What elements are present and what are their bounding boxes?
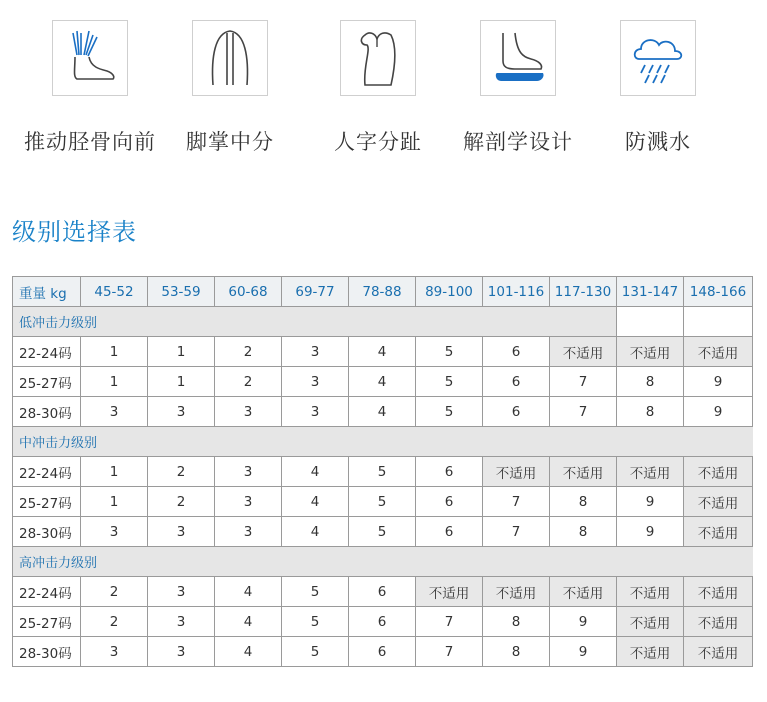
table-row xyxy=(13,457,753,487)
level-cell: 7 xyxy=(550,367,617,397)
level-cell: 4 xyxy=(349,397,416,427)
split-sole-icon xyxy=(192,20,268,96)
shoe-size-cell: 22-24码 xyxy=(13,457,81,487)
level-cell: 6 xyxy=(349,607,416,637)
group-title: 中冲击力级别 xyxy=(13,427,753,457)
level-cell: 2 xyxy=(215,337,282,367)
header-weight-range: 53-59 xyxy=(148,277,215,307)
level-cell: 6 xyxy=(349,577,416,607)
level-cell: 4 xyxy=(282,517,349,547)
header-weight-range: 60-68 xyxy=(215,277,282,307)
level-cell: 5 xyxy=(349,517,416,547)
level-cell: 5 xyxy=(282,637,349,667)
not-applicable-cell: 不适用 xyxy=(684,577,753,607)
level-cell: 2 xyxy=(148,487,215,517)
group-title: 高冲击力级别 xyxy=(13,547,753,577)
level-cell: 2 xyxy=(81,577,148,607)
level-cell: 9 xyxy=(550,637,617,667)
not-applicable-cell: 不适用 xyxy=(617,637,684,667)
table-row xyxy=(13,487,753,517)
level-cell: 4 xyxy=(349,367,416,397)
level-cell: 8 xyxy=(617,367,684,397)
shoe-size-cell: 28-30码 xyxy=(13,637,81,667)
feature-split-sole xyxy=(155,20,305,156)
level-cell: 2 xyxy=(148,457,215,487)
not-applicable-cell: 不适用 xyxy=(617,337,684,367)
level-cell: 3 xyxy=(148,607,215,637)
level-cell: 1 xyxy=(81,337,148,367)
level-cell: 5 xyxy=(416,337,483,367)
not-applicable-cell: 不适用 xyxy=(684,457,753,487)
not-applicable-cell: 不适用 xyxy=(416,577,483,607)
level-cell: 4 xyxy=(215,637,282,667)
feature-label: 推动胫骨向前 xyxy=(24,130,156,154)
level-cell: 6 xyxy=(483,367,550,397)
header-weight-range: 45-52 xyxy=(81,277,148,307)
shoe-size-cell: 25-27码 xyxy=(13,607,81,637)
level-cell: 8 xyxy=(617,397,684,427)
feature-splashproof xyxy=(583,20,733,156)
level-cell: 5 xyxy=(349,487,416,517)
level-cell: 3 xyxy=(282,337,349,367)
not-applicable-cell: 不适用 xyxy=(684,517,753,547)
foot-lines-icon xyxy=(52,20,128,96)
group-blank-cell xyxy=(684,307,753,337)
table-row xyxy=(13,577,753,607)
header-weight-label: 重量 kg xyxy=(13,277,81,307)
level-cell: 6 xyxy=(416,517,483,547)
level-cell: 3 xyxy=(215,457,282,487)
level-cell: 9 xyxy=(617,487,684,517)
shoe-size-cell: 25-27码 xyxy=(13,367,81,397)
group-header-row xyxy=(13,547,753,577)
level-selection-table xyxy=(12,276,753,667)
header-weight-range: 78-88 xyxy=(349,277,416,307)
table-row xyxy=(13,517,753,547)
level-cell: 4 xyxy=(349,337,416,367)
header-weight-range: 101-116 xyxy=(483,277,550,307)
level-cell: 4 xyxy=(282,457,349,487)
shoe-size-cell: 22-24码 xyxy=(13,337,81,367)
level-cell: 8 xyxy=(550,517,617,547)
table-row xyxy=(13,607,753,637)
level-cell: 9 xyxy=(617,517,684,547)
not-applicable-cell: 不适用 xyxy=(550,337,617,367)
feature-label: 解剖学设计 xyxy=(463,130,573,154)
level-cell: 3 xyxy=(81,637,148,667)
level-cell: 6 xyxy=(483,397,550,427)
level-cell: 8 xyxy=(483,637,550,667)
level-cell: 5 xyxy=(416,397,483,427)
not-applicable-cell: 不适用 xyxy=(684,637,753,667)
level-cell: 2 xyxy=(215,367,282,397)
level-cell: 5 xyxy=(416,367,483,397)
feature-toe-split xyxy=(303,20,453,156)
header-weight-range: 148-166 xyxy=(684,277,753,307)
level-cell: 4 xyxy=(282,487,349,517)
level-cell: 5 xyxy=(349,457,416,487)
not-applicable-cell: 不适用 xyxy=(617,577,684,607)
group-header-row xyxy=(13,307,753,337)
level-cell: 3 xyxy=(215,397,282,427)
level-cell: 7 xyxy=(416,637,483,667)
header-weight-range: 131-147 xyxy=(617,277,684,307)
table-row xyxy=(13,337,753,367)
level-cell: 1 xyxy=(148,367,215,397)
feature-label: 防溅水 xyxy=(625,130,691,154)
level-cell: 8 xyxy=(483,607,550,637)
level-cell: 9 xyxy=(684,397,753,427)
level-cell: 4 xyxy=(215,607,282,637)
not-applicable-cell: 不适用 xyxy=(483,457,550,487)
level-cell: 8 xyxy=(550,487,617,517)
section-title: 级别选择表 xyxy=(12,218,137,246)
level-cell: 6 xyxy=(483,337,550,367)
shoe-size-cell: 28-30码 xyxy=(13,397,81,427)
shoe-size-cell: 22-24码 xyxy=(13,577,81,607)
not-applicable-cell: 不适用 xyxy=(483,577,550,607)
level-cell: 1 xyxy=(81,457,148,487)
group-blank-cell xyxy=(617,307,684,337)
level-cell: 7 xyxy=(550,397,617,427)
header-weight-range: 117-130 xyxy=(550,277,617,307)
level-cell: 9 xyxy=(684,367,753,397)
not-applicable-cell: 不适用 xyxy=(684,607,753,637)
not-applicable-cell: 不适用 xyxy=(550,577,617,607)
not-applicable-cell: 不适用 xyxy=(617,607,684,637)
feature-tibia xyxy=(15,20,165,156)
level-cell: 7 xyxy=(483,517,550,547)
level-cell: 1 xyxy=(81,487,148,517)
table-row xyxy=(13,367,753,397)
level-cell: 5 xyxy=(282,577,349,607)
level-cell: 3 xyxy=(148,637,215,667)
toe-split-icon xyxy=(340,20,416,96)
level-cell: 7 xyxy=(483,487,550,517)
level-cell: 3 xyxy=(282,397,349,427)
level-cell: 3 xyxy=(148,397,215,427)
level-cell: 9 xyxy=(550,607,617,637)
shoe-size-cell: 25-27码 xyxy=(13,487,81,517)
feature-label: 人字分趾 xyxy=(334,130,422,154)
group-header-row xyxy=(13,427,753,457)
feature-strip xyxy=(0,0,767,170)
not-applicable-cell: 不适用 xyxy=(550,457,617,487)
rain-cloud-icon xyxy=(620,20,696,96)
anatomical-foot-icon xyxy=(480,20,556,96)
level-cell: 6 xyxy=(349,637,416,667)
level-cell: 6 xyxy=(416,457,483,487)
feature-label: 脚掌中分 xyxy=(186,130,274,154)
level-cell: 7 xyxy=(416,607,483,637)
table-row xyxy=(13,397,753,427)
level-cell: 3 xyxy=(81,517,148,547)
shoe-size-cell: 28-30码 xyxy=(13,517,81,547)
not-applicable-cell: 不适用 xyxy=(617,457,684,487)
level-cell: 3 xyxy=(148,577,215,607)
not-applicable-cell: 不适用 xyxy=(684,337,753,367)
level-cell: 3 xyxy=(81,397,148,427)
level-cell: 1 xyxy=(81,367,148,397)
header-weight-range: 69-77 xyxy=(282,277,349,307)
level-cell: 5 xyxy=(282,607,349,637)
level-cell: 4 xyxy=(215,577,282,607)
feature-anatomical xyxy=(443,20,593,156)
level-cell: 3 xyxy=(215,517,282,547)
level-cell: 6 xyxy=(416,487,483,517)
group-title: 低冲击力级别 xyxy=(13,307,617,337)
table-row xyxy=(13,637,753,667)
level-cell: 3 xyxy=(148,517,215,547)
level-cell: 2 xyxy=(81,607,148,637)
table-header-row xyxy=(13,277,753,307)
not-applicable-cell: 不适用 xyxy=(684,487,753,517)
level-cell: 1 xyxy=(148,337,215,367)
level-cell: 3 xyxy=(282,367,349,397)
level-cell: 3 xyxy=(215,487,282,517)
header-weight-range: 89-100 xyxy=(416,277,483,307)
